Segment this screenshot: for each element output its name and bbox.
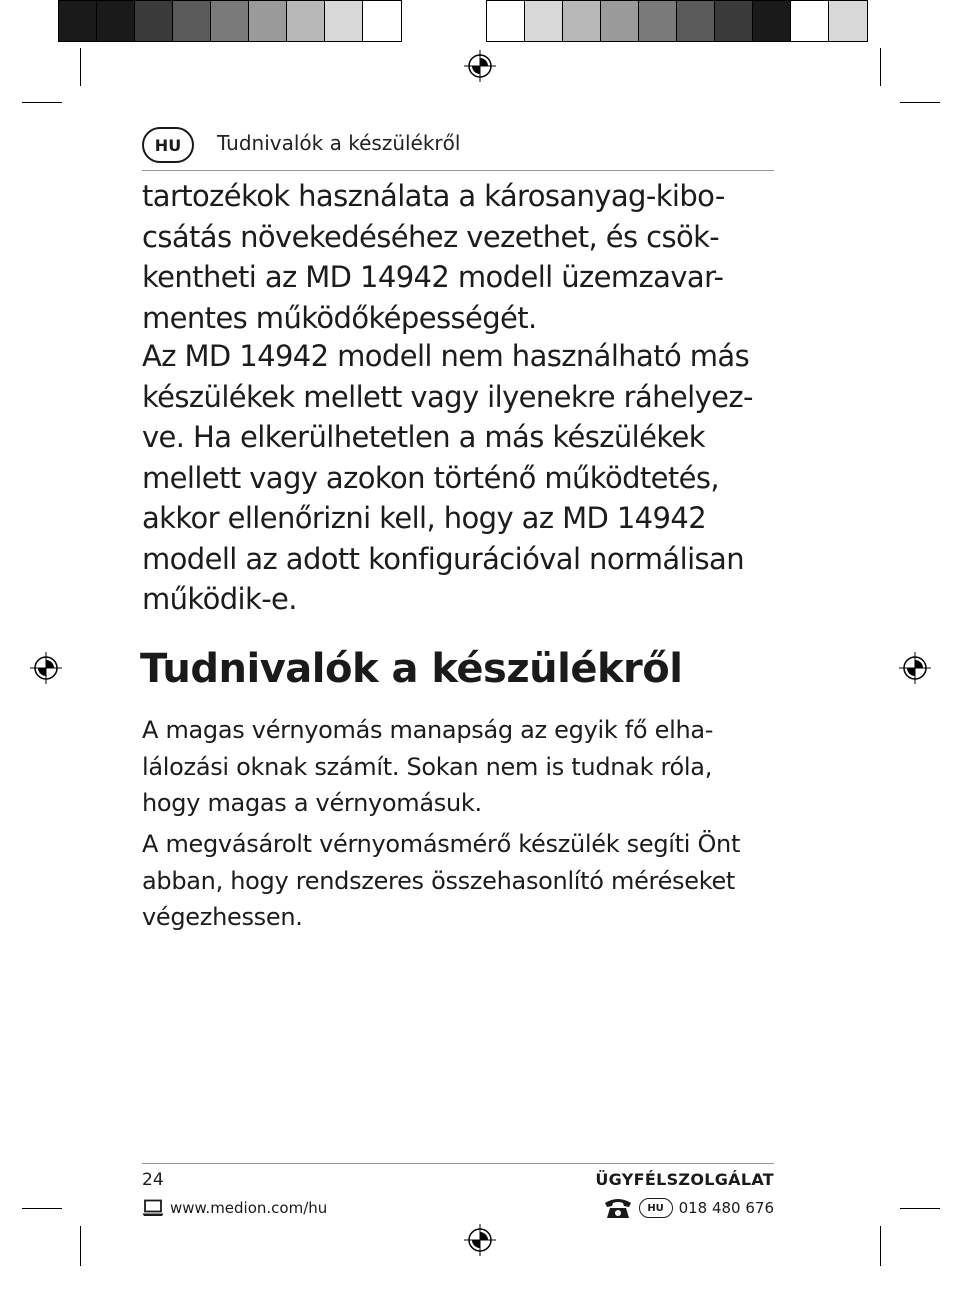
text-line: mentes működőképességét. (142, 300, 537, 335)
footer-divider (142, 1163, 774, 1164)
color-swatch (791, 1, 829, 41)
crop-mark (22, 1208, 62, 1209)
language-badge: HU (142, 127, 194, 163)
text-line: lálozási oknak számít. Sokan nem is tudnak róla, (142, 752, 713, 781)
crop-mark (900, 1208, 940, 1209)
color-swatch (487, 1, 525, 41)
color-swatch (639, 1, 677, 41)
phone-row (603, 1197, 774, 1219)
page-number: 24 (142, 1170, 164, 1190)
text-line: modell az adott konfigurációval normálisan (142, 541, 744, 576)
text-line: kentheti az MD 14942 modell üzemzavar- (142, 260, 724, 294)
text-line: tartozékok használata a károsanyag-kibo- (142, 179, 725, 213)
color-swatch (173, 1, 211, 41)
text-line: mellett vagy azokon történő működtetés, (142, 460, 720, 495)
registration-mark-icon (899, 652, 931, 684)
text-line: csátás növekedéséhez vezethet, és csök- (142, 219, 720, 254)
paragraph-device-purpose (142, 826, 782, 936)
paragraph-continued (142, 176, 782, 338)
color-swatch (135, 1, 173, 41)
phone-country-badge: HU (639, 1198, 673, 1218)
crop-mark (80, 1226, 81, 1266)
text-line: akkor ellenőrizni kell, hogy az MD 14942 (142, 501, 707, 535)
registration-mark-icon (30, 652, 62, 684)
color-swatch (753, 1, 791, 41)
color-swatch (59, 1, 97, 41)
text-line: ve. Ha elkerülhetetlen a más készülékek (142, 420, 705, 454)
text-line: A megvásárolt vérnyomásmérő készülék segíti Önt (142, 830, 741, 858)
text-line: hogy magas a vérnyomásuk. (142, 789, 482, 817)
phone-number: 018 480 676 (678, 1199, 774, 1217)
color-bar-left (58, 0, 402, 42)
running-header-title: Tudnivalók a készülékről (217, 131, 461, 155)
color-swatch (97, 1, 135, 41)
text-line: készülékek mellett vagy ilyenekre ráhelyez- (142, 379, 753, 414)
text-line: végezhessen. (142, 903, 303, 931)
section-heading: Tudnivalók a készülékről (140, 646, 683, 692)
color-swatch (287, 1, 325, 41)
customer-service-title: ÜGYFÉLSZOLGÁLAT (595, 1170, 774, 1189)
text-line: Az MD 14942 modell nem használható más (142, 339, 750, 373)
color-swatch (325, 1, 363, 41)
color-swatch (363, 1, 401, 41)
crop-mark (880, 48, 881, 86)
registration-mark-icon (464, 50, 496, 82)
color-swatch (249, 1, 287, 41)
paragraph-blood-pressure-intro (142, 712, 782, 822)
paragraph-placement-warning (142, 336, 782, 620)
website-row (142, 1199, 327, 1217)
color-swatch (601, 1, 639, 41)
laptop-icon (142, 1199, 164, 1217)
color-swatch (715, 1, 753, 41)
registration-mark-icon (464, 1224, 496, 1256)
color-swatch (563, 1, 601, 41)
crop-mark (80, 48, 81, 86)
text-line: A magas vérnyomás manapság az egyik fő elha- (142, 716, 714, 744)
text-line: működik-e. (142, 582, 297, 616)
color-swatch (829, 1, 867, 41)
crop-mark (880, 1226, 881, 1266)
website-link[interactable]: www.medion.com/hu (170, 1199, 328, 1217)
text-line: abban, hogy rendszeres összehasonlító méréseket (142, 866, 736, 895)
crop-mark (22, 102, 62, 103)
telephone-icon (603, 1197, 633, 1219)
crop-mark (900, 102, 940, 103)
color-swatch (211, 1, 249, 41)
color-swatch (677, 1, 715, 41)
header-divider (142, 170, 774, 171)
color-swatch (525, 1, 563, 41)
color-bar-right (486, 0, 868, 42)
